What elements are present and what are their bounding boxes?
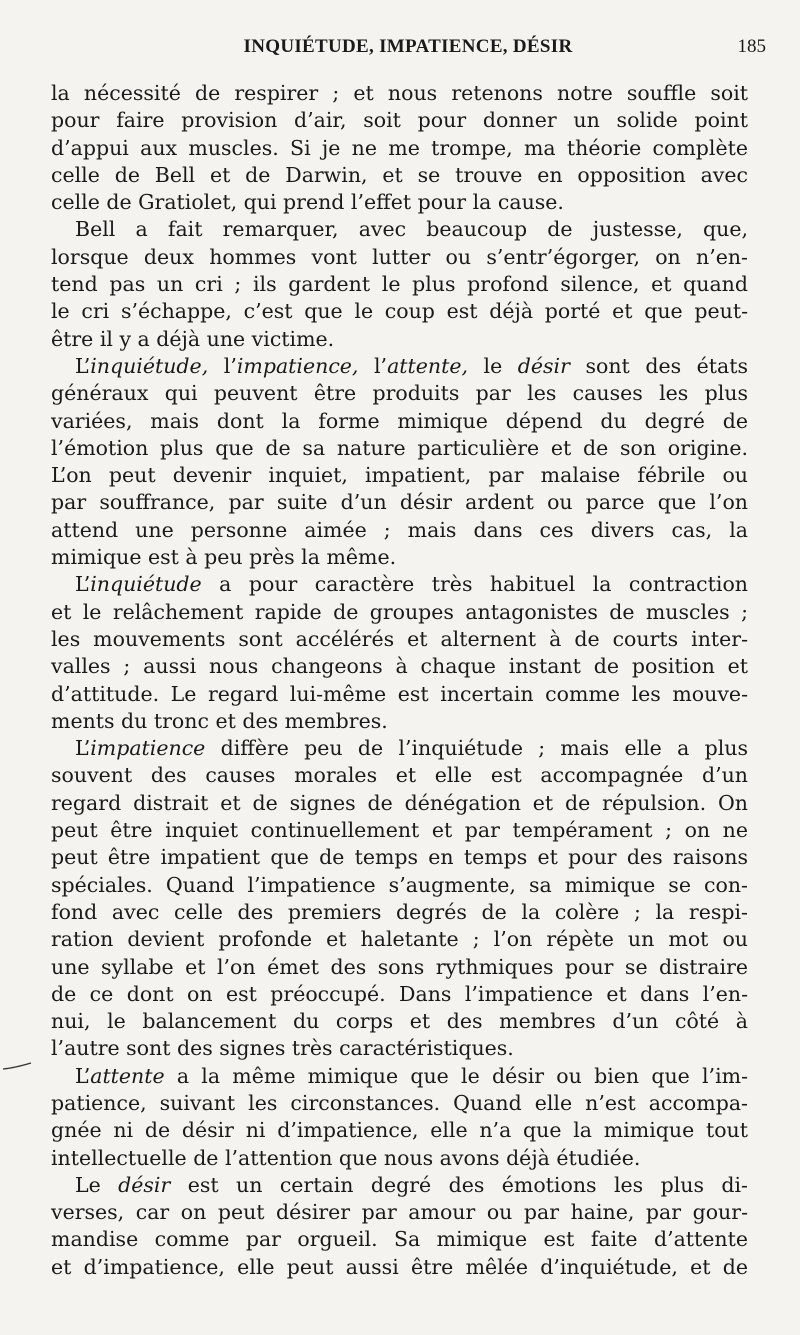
- text-run: l’: [208, 353, 237, 378]
- text-run: L’on peut devenir inquiet, impatient, par malaise fébrile ou: [51, 463, 748, 488]
- text-run: Bell a fait remarquer, avec beaucoup de justesse, que,: [75, 217, 748, 242]
- page-number: 185: [737, 36, 766, 57]
- text-run: et d’impatience, elle peut aussi être mêlée d’inquiétude, et de: [51, 1254, 748, 1279]
- text-run: par souffrance, par suite d’un désir ardent ou parce que l’on: [51, 490, 748, 515]
- text-run: une syllabe et l’on émet des sons rythmiques pour se distraire: [51, 954, 748, 979]
- text-line: [51, 762, 748, 789]
- italic-term: inquiétude,: [90, 353, 209, 378]
- text-line: [51, 1226, 748, 1253]
- text-run: le: [468, 353, 518, 378]
- text-run: de ce dont on est préoccupé. Dans l’impatience et dans l’en-: [51, 981, 748, 1006]
- text-run: intellectuelle de l’attention que nous avons déjà étudiée.: [51, 1145, 641, 1170]
- text-line: [51, 1254, 748, 1281]
- text-line: [51, 189, 748, 216]
- text-line: [51, 135, 748, 162]
- text-line: [51, 899, 748, 926]
- text-run: l’: [358, 353, 388, 378]
- page-header: [50, 36, 766, 66]
- text-run: patience, suivant les circonstances. Quand elle n’est accompa-: [51, 1090, 748, 1115]
- text-run: mandise comme par orgueil. Sa mimique est faite d’attente: [51, 1227, 748, 1252]
- text-run: diffère peu de l’inquiétude ; mais elle a plus: [205, 736, 748, 761]
- text-line: [51, 271, 748, 298]
- text-run: souvent des causes morales et elle est accompagnée d’un: [51, 763, 748, 788]
- text-run: lorsque deux hommes vont lutter ou s’entr’égorger, on n’en-: [51, 244, 748, 269]
- text-run: spéciales. Quand l’impatience s’augmente, sa mimique se con-: [51, 872, 748, 897]
- text-run: celle de Gratiolet, qui prend l’effet pour la cause.: [51, 190, 564, 215]
- text-line: [51, 326, 748, 353]
- text-run: ration devient profonde et haletante ; l’on répète un mot ou: [51, 927, 748, 952]
- text-run: L’: [75, 736, 91, 761]
- text-run: attend une personne aimée ; mais dans ces divers cas, la: [51, 517, 748, 542]
- italic-term: désir: [118, 1172, 171, 1197]
- text-line: [51, 599, 748, 626]
- text-line: [51, 353, 748, 380]
- text-line: [51, 162, 748, 189]
- text-line: [51, 380, 748, 407]
- text-run: d’attitude. Le regard lui-même est incertain comme les mouve-: [51, 681, 748, 706]
- text-run: l’émotion plus que de sa nature particulière et de son origine.: [51, 435, 748, 460]
- text-line: [51, 1117, 748, 1144]
- text-line: [51, 489, 748, 516]
- text-run: mimique est à peu près la même.: [51, 545, 397, 570]
- text-run: et le relâchement rapide de groupes antagonistes de muscles ;: [51, 599, 748, 624]
- text-run: verses, car on peut désirer par amour ou par haine, par gour-: [51, 1200, 748, 1225]
- text-line: [51, 1199, 748, 1226]
- text-line: [51, 1145, 748, 1172]
- text-run: pour faire provision d’air, soit pour donner un solide point: [51, 108, 748, 133]
- text-line: [51, 1172, 748, 1199]
- text-line: [51, 1008, 748, 1035]
- body-text: [51, 80, 748, 1281]
- text-line: [51, 872, 748, 899]
- text-line: [51, 790, 748, 817]
- text-run: L’: [75, 572, 91, 597]
- text-line: [51, 817, 748, 844]
- margin-pencil-mark: [2, 1060, 32, 1072]
- text-line: [51, 462, 748, 489]
- text-run: celle de Bell et de Darwin, et se trouve en opposition avec: [51, 162, 748, 187]
- text-run: d’appui aux muscles. Si je ne me trompe, ma théorie complète: [51, 135, 748, 160]
- text-run: est un certain degré des émotions les plus di-: [170, 1172, 748, 1197]
- text-line: [51, 408, 748, 435]
- italic-term: impatience,: [236, 353, 359, 378]
- text-run: a la même mimique que le désir ou bien que l’im-: [164, 1063, 748, 1088]
- text-line: [51, 954, 748, 981]
- text-run: peut être inquiet continuellement et par tempérament ; on ne: [51, 818, 748, 843]
- text-line: [51, 653, 748, 680]
- text-line: [51, 244, 748, 271]
- text-line: [51, 107, 748, 134]
- text-run: gnée ni de désir ni d’impatience, elle n’a que la mimique tout: [51, 1118, 748, 1143]
- text-run: être il y a déjà une victime.: [51, 326, 335, 351]
- text-run: fond avec celle des premiers degrés de la colère ; la respi-: [51, 899, 748, 924]
- text-run: l’autre sont des signes très caractéristiques.: [51, 1036, 514, 1061]
- text-line: [51, 1035, 748, 1062]
- text-line: [51, 544, 748, 571]
- text-line: [51, 1090, 748, 1117]
- text-line: [51, 844, 748, 871]
- text-line: [51, 435, 748, 462]
- running-head: INQUIÉTUDE, IMPATIENCE, DÉSIR: [243, 36, 573, 57]
- text-run: L’: [75, 353, 91, 378]
- italic-term: impatience: [90, 736, 206, 761]
- italic-term: attente: [90, 1063, 165, 1088]
- text-run: variées, mais dont la forme mimique dépend du degré de: [51, 408, 748, 433]
- text-line: [51, 981, 748, 1008]
- text-line: [51, 735, 748, 762]
- text-run: le cri s’échappe, c’est que le coup est déjà porté et que peut-: [51, 299, 748, 324]
- text-run: les mouvements sont accélérés et alternent à de courts inter-: [51, 626, 748, 651]
- text-run: valles ; aussi nous changeons à chaque instant de position et: [51, 654, 748, 679]
- text-line: [51, 708, 748, 735]
- italic-term: attente,: [387, 353, 468, 378]
- text-run: a pour caractère très habituel la contraction: [201, 572, 748, 597]
- text-line: [51, 298, 748, 325]
- text-run: L’: [75, 1063, 91, 1088]
- text-run: peut être impatient que de temps en temps et pour des raisons: [51, 845, 748, 870]
- text-line: [51, 926, 748, 953]
- text-run: regard distrait et de signes de dénégation et de répulsion. On: [51, 790, 748, 815]
- text-run: sont des états: [569, 353, 748, 378]
- text-run: nui, le balancement du corps et des membres d’un côté à: [51, 1009, 748, 1034]
- text-line: [51, 80, 748, 107]
- text-run: Le: [75, 1172, 119, 1197]
- text-line: [51, 626, 748, 653]
- text-run: ments du tronc et des membres.: [51, 708, 388, 733]
- text-line: [51, 1063, 748, 1090]
- text-run: tend pas un cri ; ils gardent le plus profond silence, et quand: [51, 272, 748, 297]
- italic-term: inquiétude: [90, 572, 202, 597]
- text-line: [51, 216, 748, 243]
- text-run: généraux qui peuvent être produits par les causes les plus: [51, 381, 748, 406]
- text-run: la nécessité de respirer ; et nous retenons notre souffle soit: [51, 81, 748, 105]
- italic-term: désir: [517, 353, 570, 378]
- text-line: [51, 681, 748, 708]
- text-line: [51, 517, 748, 544]
- text-line: [51, 571, 748, 598]
